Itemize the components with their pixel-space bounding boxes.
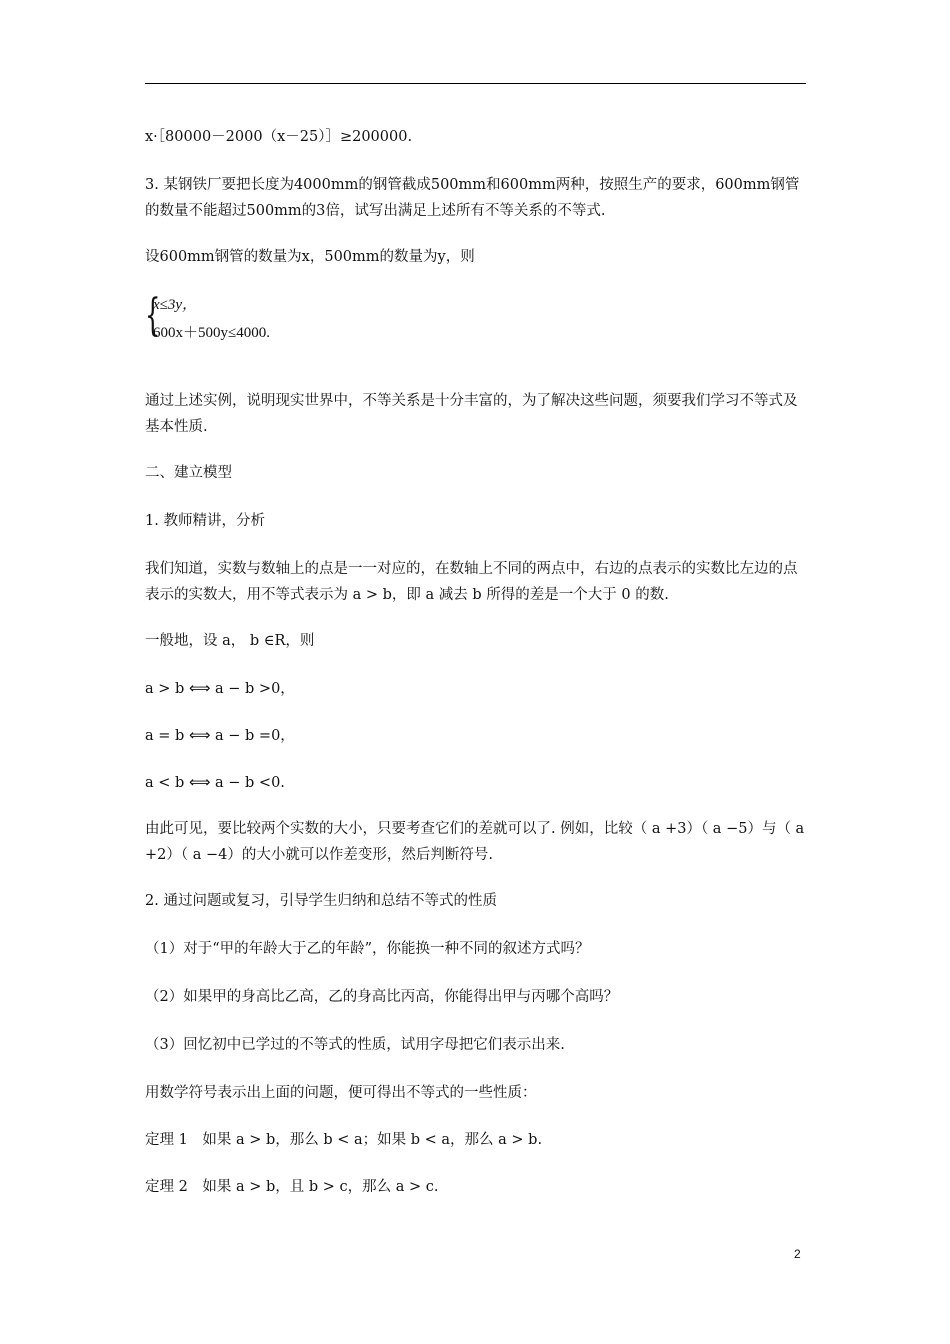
page-number: 2 [794,1247,801,1261]
section-heading: 二、建立模型 [145,465,232,481]
iff-arrow-icon: ⟺ [188,726,211,744]
equivalence-right: a − b =0， [210,728,295,744]
equivalence-3 [145,769,810,796]
theorem-1: 定理 1 如果 a > b，那么 b < a；如果 b < a，那么 a > b. [145,1132,543,1148]
equivalence-left: a = b [145,728,189,744]
paragraph: 通过上述实例，说明现实世界中，不等关系是十分丰富的，为了解决这些问题，须要我们学习不等式及基本性质. [145,393,798,435]
question-2: （2）如果甲的身高比乙高，乙的身高比丙高，你能得出甲与丙哪个高吗？ [145,989,619,1005]
brace-glyph: { [145,290,161,341]
inequality-system [145,290,445,346]
equivalence-right: a − b <0. [210,775,285,791]
paragraph: 我们知道，实数与数轴上的点是一一对应的，在数轴上不同的两点中，右边的点表示的实数比左边的点表示的实数大，用不等式表示为 a > b，即 a 减去 b 所得的差是一个大于 0 的数. [145,561,798,603]
theorem-2: 定理 2 如果 a > b，且 b > c，那么 a > c. [145,1179,439,1195]
header-rule [145,83,806,84]
subheading: 2. 通过问题或复习，引导学生归纳和总结不等式的性质 [145,893,497,909]
equivalence-left: a < b [145,775,189,791]
text-line: 设600mm钢管的数量为x，500mm的数量为y，则 [145,249,475,265]
question-3: （3）回忆初中已学过的不等式的性质，试用字母把它们表示出来. [145,1037,565,1053]
system-line-2: 600x＋500y≤4000. [153,325,270,341]
text-line: 用数学符号表示出上面的问题，便可得出不等式的一些性质： [145,1085,537,1101]
equivalence-1 [145,675,810,702]
question-1: （1）对于“甲的年龄大于乙的年龄”，你能换一种不同的叙述方式吗？ [145,941,590,957]
paragraph: 由此可见，要比较两个实数的大小，只要考查它们的差就可以了. 例如，比较（ a +3）（ a −5）与（ a +2）（ a −4）的大小就可以作差变形，然后判断符号. [145,821,805,863]
system-line-1: x≤3y， [153,297,198,313]
text-line: x·［80000－2000（x－25）］≥200000. [145,129,413,145]
iff-arrow-icon: ⟺ [188,679,211,697]
text-line: 一般地，设 a， b ∈R，则 [145,633,315,649]
equivalence-2 [145,722,810,749]
iff-arrow-icon: ⟺ [188,773,211,791]
equivalence-right: a − b >0， [210,681,295,697]
problem-3: 3. 某钢铁厂要把长度为4000mm的钢管截成500mm和600mm两种，按照生产的要求，600mm钢管的数量不能超过500mm的3倍，试写出满足上述所有不等关系的不等式. [145,177,800,219]
equivalence-left: a > b [145,681,189,697]
subheading: 1. 教师精讲，分析 [145,513,265,529]
